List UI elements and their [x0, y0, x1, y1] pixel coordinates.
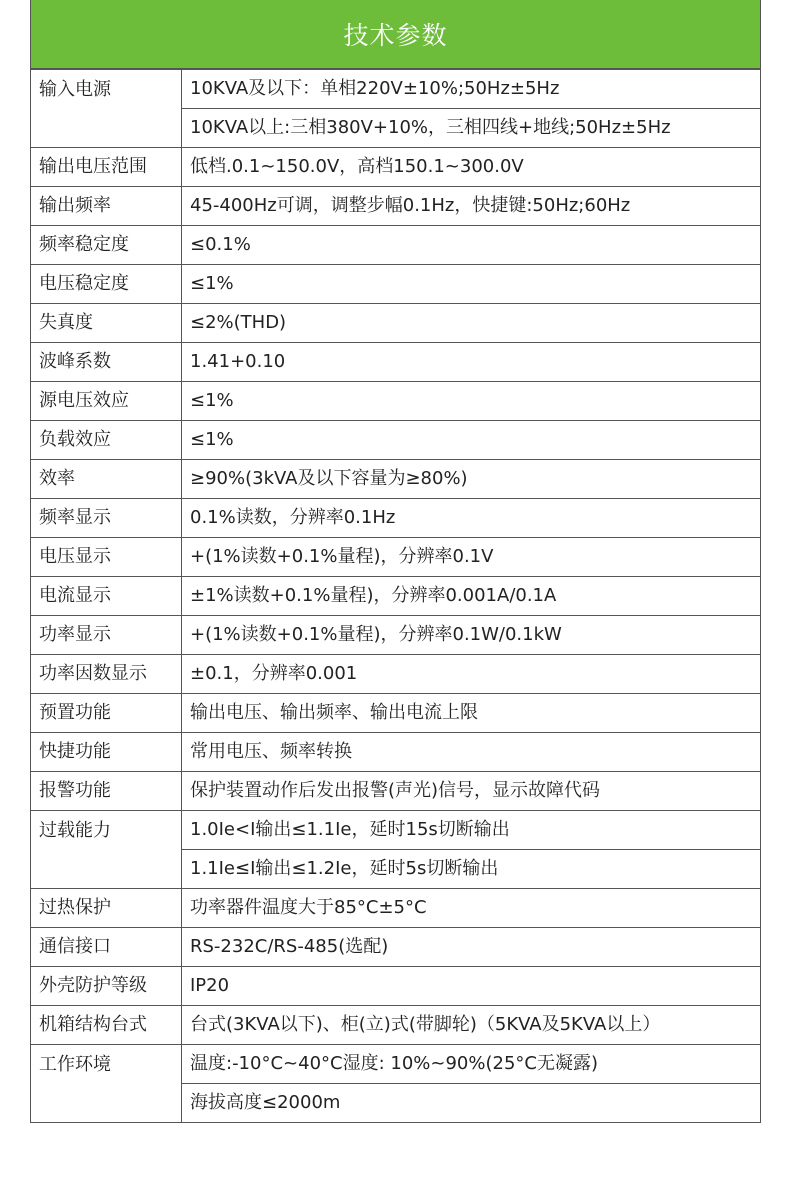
spec-value: 10KVA及以下：单相220V±10%;50Hz±5Hz — [182, 70, 761, 109]
spec-value: ≥90%(3kVA及以下容量为≥80%) — [182, 460, 761, 499]
spec-value: ≤1% — [182, 265, 761, 304]
table-row — [31, 928, 761, 967]
spec-label: 负载效应 — [31, 421, 182, 460]
table-row — [31, 577, 761, 616]
spec-value: 45-400Hz可调，调整步幅0.1Hz，快捷键:50Hz;60Hz — [182, 187, 761, 226]
spec-value: ≤2%(THD) — [182, 304, 761, 343]
spec-value: 1.41+0.10 — [182, 343, 761, 382]
table-row — [31, 265, 761, 304]
table-row — [31, 538, 761, 577]
spec-label: 功率显示 — [31, 616, 182, 655]
spec-label: 波峰系数 — [31, 343, 182, 382]
spec-label: 过载能力 — [31, 811, 182, 889]
table-row — [31, 889, 761, 928]
spec-label: 频率稳定度 — [31, 226, 182, 265]
spec-label: 电压显示 — [31, 538, 182, 577]
spec-value: 10KVA以上:三相380V+10%，三相四线+地线;50Hz±5Hz — [182, 109, 761, 148]
table-row — [31, 226, 761, 265]
table-row — [31, 304, 761, 343]
spec-label: 源电压效应 — [31, 382, 182, 421]
table-row — [31, 148, 761, 187]
table-row — [31, 1045, 761, 1084]
spec-value: 海拔高度≤2000m — [182, 1084, 761, 1123]
table-row — [31, 382, 761, 421]
spec-label: 过热保护 — [31, 889, 182, 928]
spec-value: ±0.1，分辨率0.001 — [182, 655, 761, 694]
spec-label: 工作环境 — [31, 1045, 182, 1123]
spec-table — [30, 69, 761, 1123]
spec-value: IP20 — [182, 967, 761, 1006]
table-row — [31, 655, 761, 694]
spec-label: 输出电压范围 — [31, 148, 182, 187]
spec-value: 输出电压、输出频率、输出电流上限 — [182, 694, 761, 733]
spec-value: ±1%读数+0.1%量程)，分辨率0.001A/0.1A — [182, 577, 761, 616]
spec-label: 通信接口 — [31, 928, 182, 967]
table-row — [31, 187, 761, 226]
spec-label: 电压稳定度 — [31, 265, 182, 304]
spec-sheet — [30, 0, 761, 1123]
spec-label: 预置功能 — [31, 694, 182, 733]
table-row — [31, 421, 761, 460]
spec-value: +(1%读数+0.1%量程)，分辨率0.1V — [182, 538, 761, 577]
spec-value: ≤1% — [182, 382, 761, 421]
spec-value: 保护装置动作后发出报警(声光)信号，显示故障代码 — [182, 772, 761, 811]
spec-label: 功率因数显示 — [31, 655, 182, 694]
table-row — [31, 694, 761, 733]
title-bar — [30, 0, 761, 69]
table-row — [31, 616, 761, 655]
table-row — [31, 967, 761, 1006]
spec-label: 频率显示 — [31, 499, 182, 538]
table-row — [31, 460, 761, 499]
spec-value: 低档.0.1~150.0V，高档150.1~300.0V — [182, 148, 761, 187]
spec-label: 失真度 — [31, 304, 182, 343]
spec-label: 外壳防护等级 — [31, 967, 182, 1006]
table-row — [31, 499, 761, 538]
spec-value: RS-232C/RS-485(选配) — [182, 928, 761, 967]
page-title: 技术参数 — [343, 21, 448, 50]
spec-label: 输入电源 — [31, 70, 182, 148]
spec-value: 1.0Ie<I输出≤1.1Ie，延时15s切断输出 — [182, 811, 761, 850]
spec-label: 输出频率 — [31, 187, 182, 226]
spec-value: 温度:-10°C~40°C湿度: 10%~90%(25°C无凝露) — [182, 1045, 761, 1084]
spec-table-body — [31, 70, 761, 1123]
spec-value: 功率器件温度大于85°C±5°C — [182, 889, 761, 928]
spec-value: ≤0.1% — [182, 226, 761, 265]
spec-value: 0.1%读数，分辨率0.1Hz — [182, 499, 761, 538]
table-row — [31, 772, 761, 811]
spec-value: 台式(3KVA以下)、柜(立)式(带脚轮)（5KVA及5KVA以上） — [182, 1006, 761, 1045]
spec-label: 机箱结构台式 — [31, 1006, 182, 1045]
table-row — [31, 70, 761, 109]
spec-value: 1.1Ie≤I输出≤1.2Ie，延时5s切断输出 — [182, 850, 761, 889]
spec-label: 效率 — [31, 460, 182, 499]
table-row — [31, 1006, 761, 1045]
spec-label: 报警功能 — [31, 772, 182, 811]
table-row — [31, 733, 761, 772]
spec-label: 快捷功能 — [31, 733, 182, 772]
spec-value: 常用电压、频率转换 — [182, 733, 761, 772]
spec-value: +(1%读数+0.1%量程)，分辨率0.1W/0.1kW — [182, 616, 761, 655]
spec-value: ≤1% — [182, 421, 761, 460]
table-row — [31, 343, 761, 382]
spec-label: 电流显示 — [31, 577, 182, 616]
table-row — [31, 811, 761, 850]
